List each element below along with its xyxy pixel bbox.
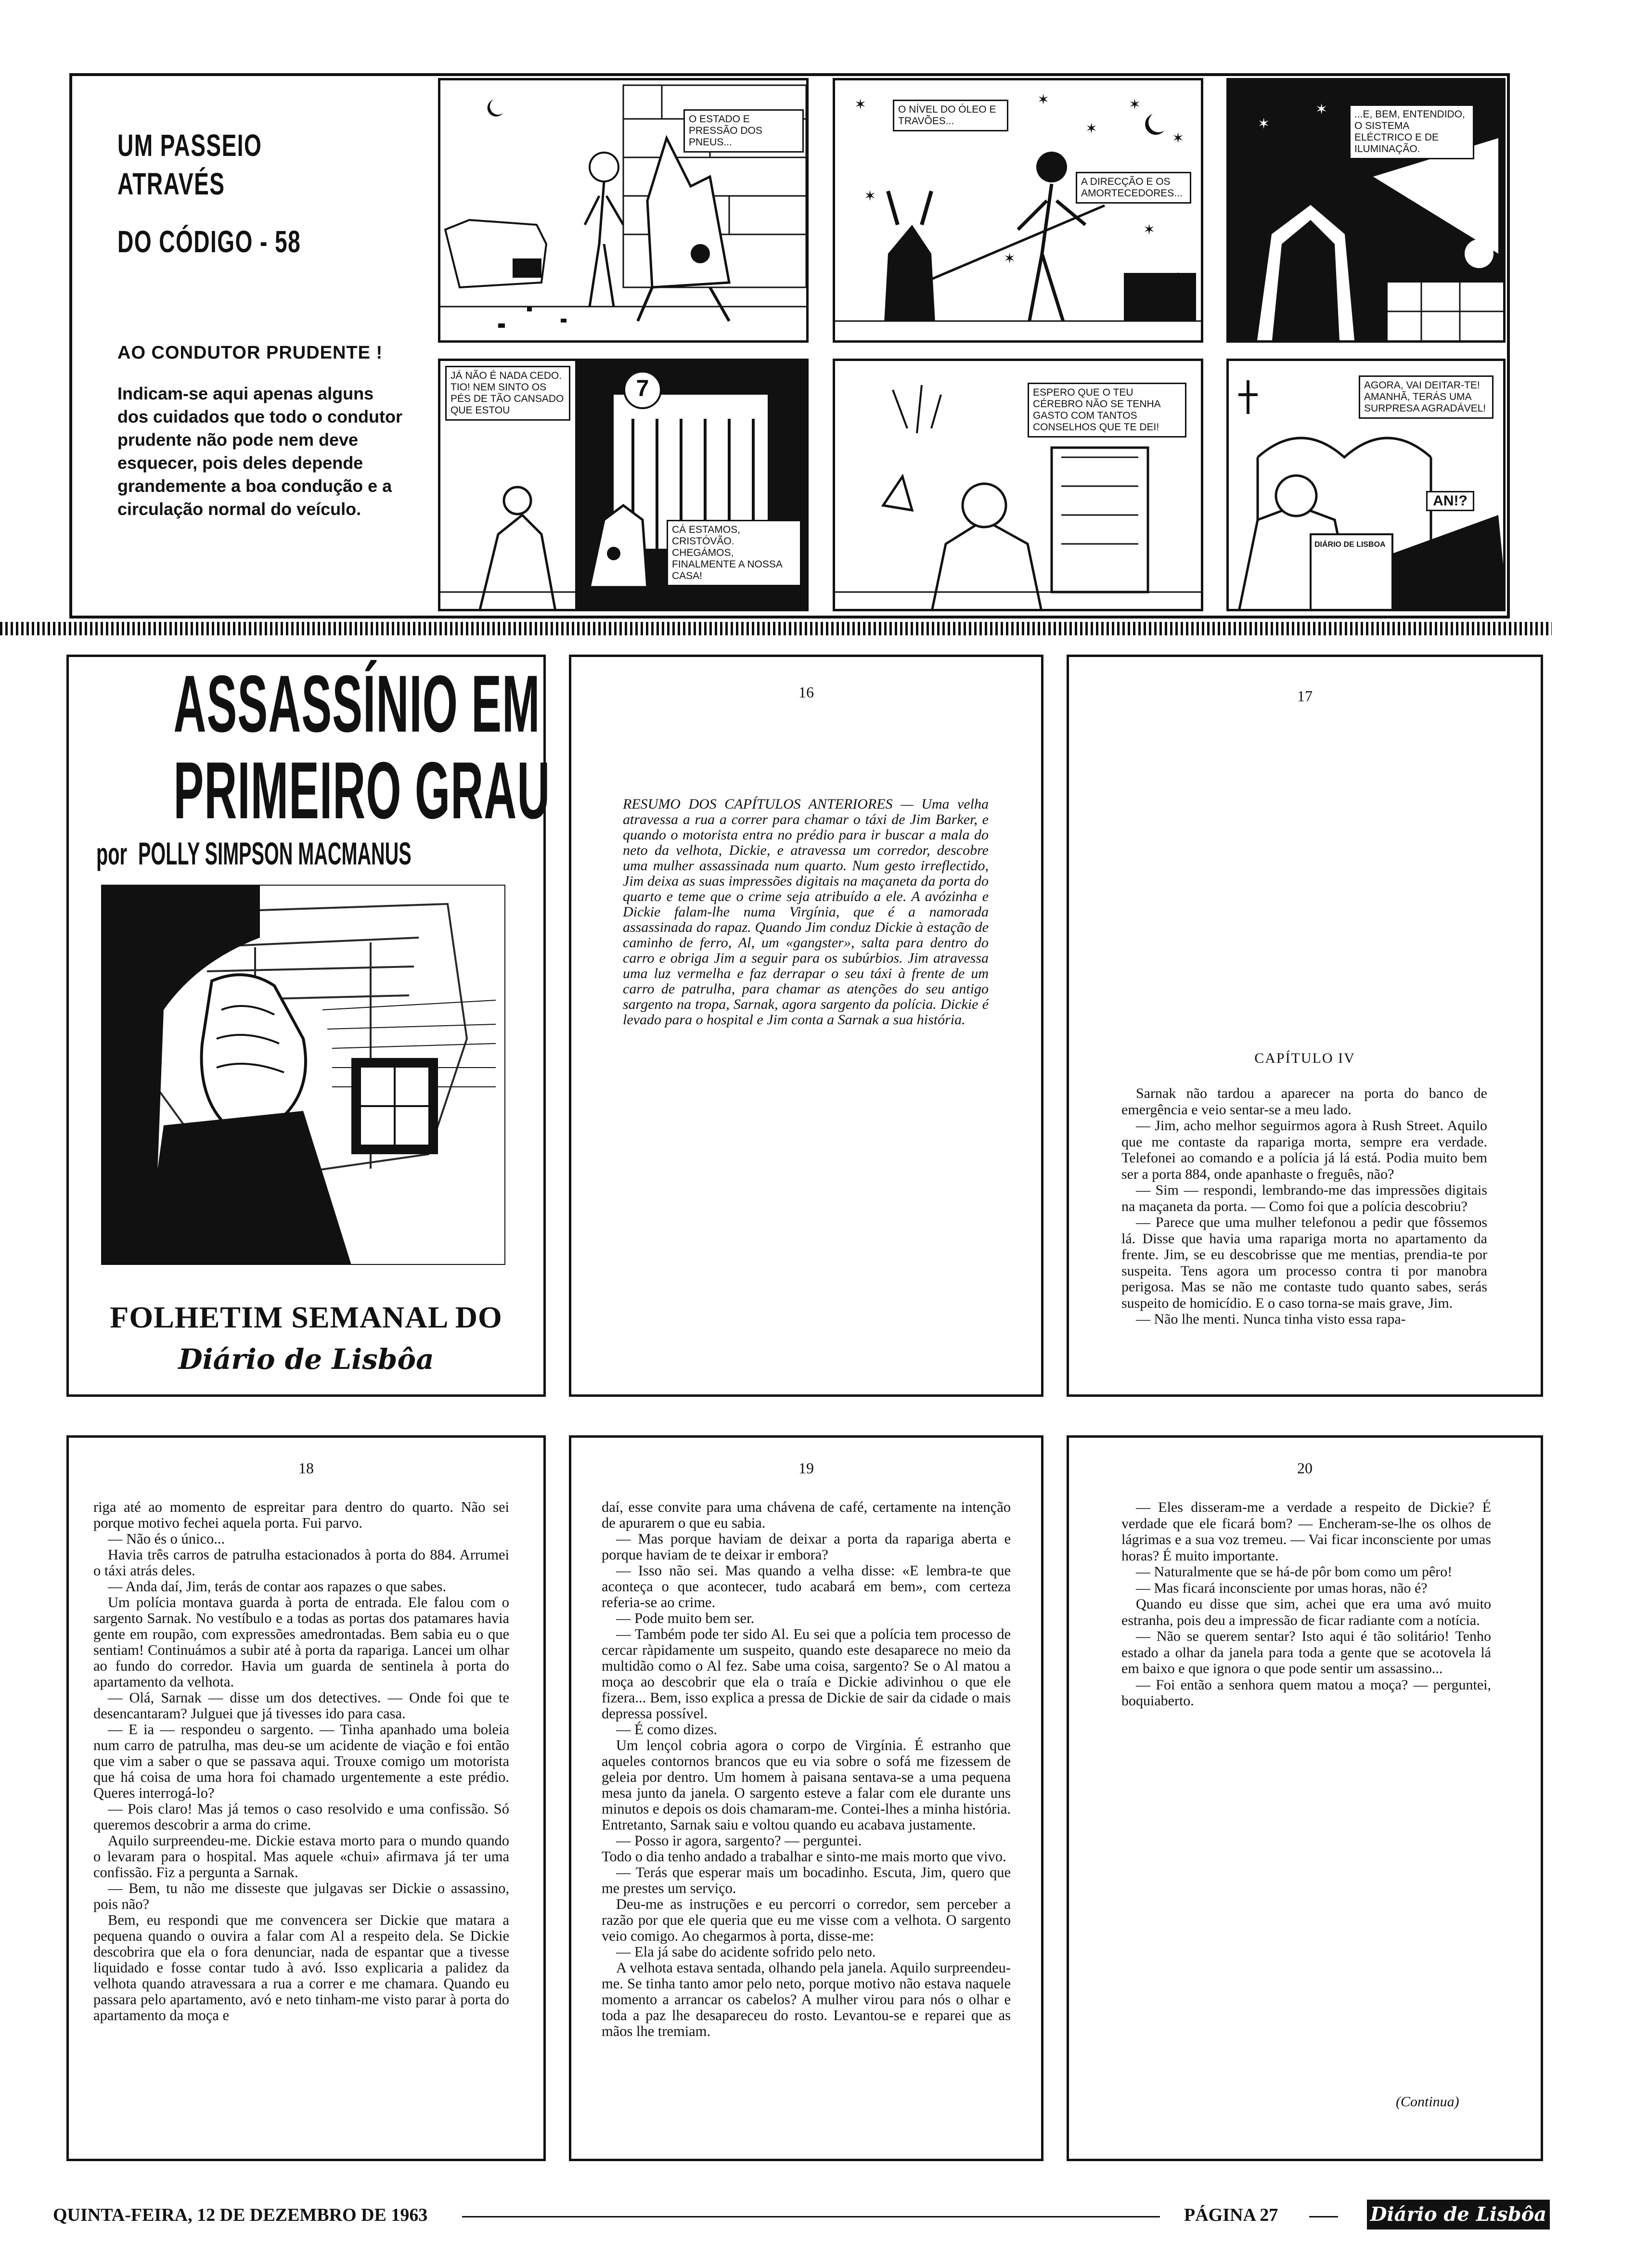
- svg-text:✶: ✶: [1315, 101, 1328, 118]
- page-19-paragraph: — Pode muito bem ser.: [616, 1610, 755, 1626]
- strip-title-line2: DO CÓDIGO - 58: [117, 224, 301, 259]
- comic-panel-1: [438, 78, 809, 343]
- page-17-paragraph: — Sim — respondi, lembrando-me das impressões digitais na maçaneta da porta. — Como foi que a polícia descobriu?: [1121, 1182, 1487, 1214]
- footer-rule-right: [1309, 2216, 1338, 2217]
- page-18-paragraph: Aquilo surpreendeu-me. Dickie estava morto para o mundo quando o levaram para o hospital. Mas aquele «chui» afirmava já ter uma confissão. Fiz a pergunta a Sarnak.: [93, 1832, 509, 1881]
- svg-text:✶: ✶: [864, 188, 876, 205]
- page-20-paragraph: — Naturalmente que se há-de pôr bom como um pêro!: [1136, 1564, 1453, 1580]
- footer-date: QUINTA-FEIRA, 12 DE DEZEMBRO DE 1963: [53, 2205, 428, 2225]
- panel-4-speech-2: CÁ ESTAMOS, CRISTÓVÃO. CHEGÁMOS, FINALMENTE A NOSSA CASA!: [667, 520, 801, 586]
- strip-intro: Indicam-se aqui apenas alguns dos cuidados que todo o condutor prudente não pode nem deve esquecer, pois deles depende grandemente a boa condução e a circulação normal do veículo.: [117, 384, 402, 519]
- page-19-paragraph: — Posso ir agora, sargento? — perguntei.: [616, 1832, 862, 1849]
- page-17-paragraph: — Parece que uma mulher telefonou a pedir que fôssemos lá. Disse que havia uma rapariga morta no apartamento da frente. Jim, se eu descobrisse que me mentias, prendia-te por suspeita. Tens agora um processo contra ti por manobra perigosa. Mas se não me contaste tudo quanto sabes, serás suspeito de homicídio. E o caso torna-se mais grave, Jim.: [1121, 1214, 1487, 1311]
- panel-4-speech-1: JÁ NÃO É NADA CEDO. TIO! NEM SINTO OS PÉS DE TÃO CANSADO QUE ESTOU: [445, 366, 570, 421]
- serial-title-line2: PRIMEIRO GRAU: [173, 745, 551, 836]
- comic-panel-2: [833, 78, 1203, 343]
- page-19-paragraph: — Isso não sei. Mas quando a velha disse: «E lembra-te que aconteça o que acontecer, tudo acabará em bem», com certeza referia-se ao crime.: [602, 1562, 1011, 1611]
- page-number-20: 20: [1297, 1459, 1313, 1477]
- page-17-paragraph: Sarnak não tardou a aparecer na porta do banco de emergência e veio sentar-se a meu lado.: [1121, 1085, 1487, 1118]
- page-number-19: 19: [798, 1459, 814, 1477]
- page-18-paragraph: — Bem, tu não me disseste que julgavas ser Dickie o assassino, pois não?: [93, 1880, 509, 1912]
- panel-1-speech: O ESTADO E PRESSÃO DOS PNEUS...: [683, 109, 804, 153]
- svg-text:✶: ✶: [1037, 91, 1050, 108]
- svg-text:✶: ✶: [1258, 116, 1270, 132]
- serial-byline: [96, 835, 593, 872]
- page-20-paragraph: — Mas ficará inconsciente por umas horas, não é?: [1136, 1580, 1428, 1596]
- strip-title-line1: UM PASSEIO ATRAVÉS: [117, 128, 262, 201]
- svg-text:✶: ✶: [1129, 96, 1141, 113]
- panel-6-speech-1: AGORA, VAI DEITAR-TE! AMANHÃ, TERÁS UMA SURPRESA AGRADÁVEL!: [1359, 375, 1494, 419]
- svg-text:✶: ✶: [1004, 250, 1016, 267]
- page-19-paragraph: Todo o dia tenho andado a trabalhar e sinto-me mais morto que vivo.: [602, 1848, 1006, 1865]
- page-19-paragraph: — Mas porque haviam de deixar a porta da rapariga aberta e porque haviam de te deixar ir embora?: [602, 1531, 1011, 1563]
- footer-rule-left: [462, 2216, 1160, 2217]
- panel-2-illustration: [835, 80, 1203, 343]
- panel-4-door-number: 7: [636, 376, 649, 401]
- footer-newspaper-logo: Diário de Lisbôa: [1367, 2200, 1550, 2229]
- byline-author: POLLY SIMPSON MACMANUS: [138, 836, 412, 871]
- page-number-16: 16: [798, 683, 814, 701]
- page-19-paragraph: daí, esse convite para uma chávena de café, certamente na intenção de apurarem o que eu sabia.: [602, 1499, 1011, 1531]
- folhetim-newspaper-logo: Diário de Lisbôa: [178, 1343, 434, 1376]
- strip-subtitle: AO CONDUTOR PRUDENTE !: [117, 343, 383, 363]
- svg-text:✶: ✶: [854, 96, 867, 113]
- page-19-paragraph: Deu-me as instruções e eu percorri o corredor, sem perceber a razão por que ele queria que eu me visse com a velhota. O sargento veio comigo. Ao chegarmos à porta, disse-me:: [602, 1896, 1011, 1944]
- comic-panel-3: [1226, 78, 1506, 343]
- page-17-paragraph: — Jim, acho melhor seguirmos agora à Rush Street. Aquilo que me contaste da rapariga morta, sempre era verdade. Telefonei ao comando e a polícia já lá está. Podia muito bem ser a porta 884, onde apanhaste o freguês, não?: [1121, 1118, 1487, 1182]
- page-18-paragraph: riga até ao momento de espreitar para dentro do quarto. Não sei porque motivo fechei aquela porta. Fui parvo.: [93, 1499, 509, 1531]
- page-19-text: [602, 1499, 1011, 2039]
- panel-2-speech-2: A DIRECÇÃO E OS AMORTECEDORES...: [1076, 172, 1191, 204]
- svg-text:✶: ✶: [1143, 221, 1156, 238]
- svg-text:✶: ✶: [1085, 120, 1098, 137]
- comic-panel-4: [438, 359, 809, 611]
- chapter-heading: CAPÍTULO IV: [1254, 1050, 1355, 1066]
- comic-panel-5: [833, 359, 1203, 611]
- page-20-paragraph: — Foi então a senhora quem matou a moça? — perguntei, boquiaberto.: [1121, 1676, 1491, 1709]
- serial-title-line1: ASSASSÍNIO EM: [173, 658, 541, 749]
- serial-illustration: [101, 885, 505, 1265]
- svg-text:✶: ✶: [1172, 130, 1184, 147]
- page-20-text: [1121, 1499, 1491, 1709]
- page-18-paragraph: — Não és o único...: [108, 1531, 225, 1547]
- page-18-paragraph: — Pois claro! Mas já temos o caso resolvido e uma confissão. Só queremos descobrir a arma do crime.: [93, 1801, 509, 1833]
- page-19-paragraph: — É como dizes.: [616, 1721, 718, 1738]
- page-19-paragraph: Um lençol cobria agora o corpo de Virgínia. É estranho que aqueles contornos brancos que eu via sobre o sofá me fizessem de geleia por dentro. Um homem à paisana sentava-se a uma pequena mesa junto da janela. O sargento esteve a falar com ele durante uns minutos e depois os dois chamaram-me. Contei-lhes a minha história. Entretanto, Sarnak saiu e voltou quando eu acabava justamente.: [602, 1737, 1011, 1833]
- page-number-18: 18: [298, 1459, 314, 1477]
- folhetim-label: FOLHETIM SEMANAL DO: [110, 1300, 502, 1334]
- comic-panel-6: [1226, 359, 1506, 611]
- panel-6-newspaper-title: DIÁRIO DE LISBOA: [1314, 541, 1386, 549]
- byline-prefix: por: [96, 837, 127, 871]
- page-19-paragraph: — Terás que esperar mais um bocadinho. Escuta, Jim, quero que me prestes um serviço.: [602, 1864, 1011, 1896]
- panel-2-speech-1: O NÍVEL DO ÓLEO E TRAVÕES...: [893, 100, 1008, 131]
- panel-3-speech: ...E, BEM, ENTENDIDO, O SISTEMA ELÉCTRICO E DE ILUMINAÇÃO.: [1349, 104, 1474, 159]
- page-17-text: [1121, 1085, 1487, 1327]
- page-20-paragraph: — Não se querem sentar? Isto aqui é tão solitário! Tenho estado a olhar da janela para toda a gente que se acotovela lá em baixo e que ignora o que pode sentir um assassino...: [1121, 1628, 1491, 1676]
- serial-title: [69, 658, 551, 836]
- panel-5-speech: ESPERO QUE O TEU CÉREBRO NÃO SE TENHA GASTO COM TANTOS CONSELHOS QUE TE DEI!: [1028, 383, 1186, 438]
- page-18-paragraph: — Olá, Sarnak — disse um dos detectives. — Onde foi que te desencantaram? Julguei que já tivesses ido para casa.: [93, 1689, 509, 1722]
- panel-6-speech-2: AN!?: [1426, 491, 1474, 511]
- page-18-paragraph: — E ia — respondeu o sargento. — Tinha apanhado uma boleia num carro de patrulha, mas deu-se um acidente de viação e foi então que vim a saber o que se passava aqui. Trouxe comigo um motorista que há coisa de uma hora foi chamado urgentemente a este prédio. Queres interrogá-lo?: [93, 1721, 509, 1801]
- strip-title: [117, 126, 464, 261]
- chapter-summary: RESUMO DOS CAPÍTULOS ANTERIORES — Uma velha atravessa a rua a correr para chamar o táxi de Jim Barker, e quando o motorista entra no prédio para ir buscar a mala do neto da velhota, Dickie, e atravessa um corredor, descobre uma mulher assassinada num quarto. Num gesto irreflectido, Jim deixa as suas impressões digitais na maçaneta da porta do quarto e teme que o crime seja atribuído a ele. A avózinha e Dickie falam-lhe numa Virgínia, que é a namorada assassinada do rapaz. Quando Jim conduz Dickie à estação de caminho de ferro, Al, um «gangster», salta para dentro do carro e obriga Jim a seguir para os subúrbios. Jim atravessa uma luz vermelha e faz derrapar o seu táxi à frente de um carro de patrulha, para chamar as atenções do seu antigo sargento na tropa, Sarnak, agora sargento da polícia. Dickie é levado para o hospital e Jim conta a Sarnak a sua história.: [623, 796, 989, 1028]
- page-20-paragraph: Quando eu disse que sim, achei que era uma avó muito estranha, pois deu a impressão de ficar radiante com a notícia.: [1121, 1596, 1491, 1628]
- page-19-paragraph: — Também pode ter sido Al. Eu sei que a polícia tem processo de cercar ràpidamente um suspeito, quando este desaparece no meio da multidão como o Al fez. Sabe uma coisa, sargento? Se o Al matou a moça ao descobrir que ela o traía e Dickie adivinhou o que ele fizera... Bem, isso explica a pressa de Dickie de sair da cidade o mais depressa possível.: [602, 1626, 1011, 1722]
- page-18-paragraph: — Anda daí, Jim, terás de contar aos rapazes o que sabes.: [108, 1578, 446, 1595]
- page-18-text: [93, 1499, 509, 2023]
- page-19-paragraph: A velhota estava sentada, olhando pela janela. Aquilo surpreendeu-me. Se tinha tanto amor pelo neto, porque motivo não estava naquele momento a arrancar os cabelos? A mulher virou para nós o olhar e toda a paz lhe desapareceu do rosto. Levantou-se e reparei que as mãos lhe tremiam.: [602, 1959, 1011, 2039]
- page-17-paragraph: — Não lhe menti. Nunca tinha visto essa rapa-: [1136, 1311, 1406, 1327]
- footer-page-number: PÁGINA 27: [1184, 2205, 1278, 2225]
- page-18-paragraph: Um polícia montava guarda à porta de entrada. Ele falou com o sargento Sarnak. No vestíbulo e a todas as portas dos patamares havia gente em roupão, com expressões amedrontadas. Bem sabia eu o que sentiam! Continuámos a subir até à porta da rapariga. Lancei um olhar ao fundo do corredor. Havia um guarda de sentinela à porta do apartamento da velhota.: [93, 1594, 509, 1690]
- page-19-paragraph: — Ela já sabe do acidente sofrido pelo neto.: [616, 1944, 876, 1960]
- page-20-paragraph: — Eles disseram-me a verdade a respeito de Dickie? É verdade que ele ficará bom? — Encheram-se-lhe os olhos de lágrimas e a sua voz tremeu. — Vai ficar inconsciente por umas horas? É muito importante.: [1121, 1499, 1491, 1564]
- page-18-paragraph: Bem, eu respondi que me convencera ser Dickie que matara a pequena quando o ouvira a falar com Al a respeito dela. Se Dickie descobrira que ela o fora denunciar, nada de espantar que a tivesse liquidado e fosse contar tudo à avó. Isso explicaria a palidez da velhota quando atravessara a rua a correr e me chamara. Quando eu passara pelo apartamento, avó e neto tinham-me visto parar à porta do apartamento da moça e: [93, 1912, 509, 2023]
- page-number-17: 17: [1297, 687, 1313, 705]
- section-divider: [0, 622, 1552, 635]
- continua-note: (Continua): [1396, 2094, 1459, 2110]
- page-18-paragraph: Havia três carros de patrulha estacionados à porta do 884. Arrumei o táxi atrás deles.: [93, 1546, 509, 1579]
